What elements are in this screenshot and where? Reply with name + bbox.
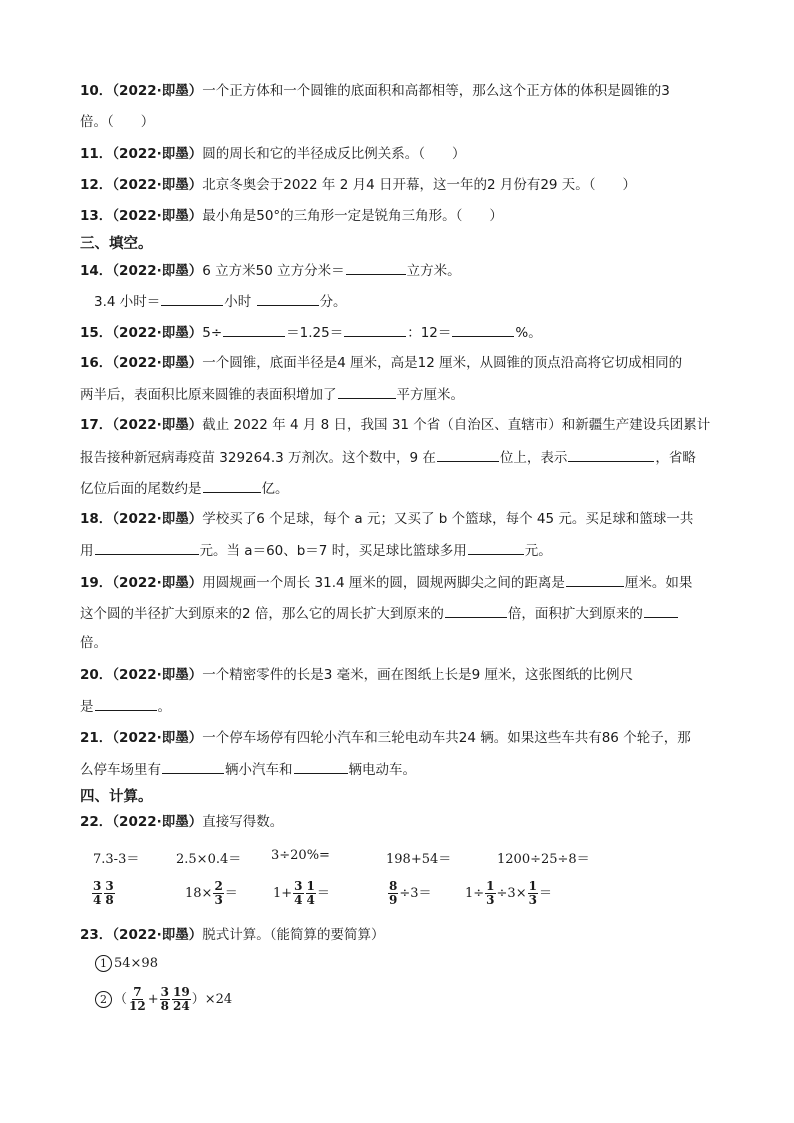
question-13: [80, 207, 503, 225]
numerator: 7: [133, 985, 142, 999]
denominator: 3: [528, 893, 537, 907]
question-text: 是: [80, 699, 94, 715]
question-number: 19．: [80, 575, 113, 591]
calc-text: ＝: [538, 886, 552, 901]
question-11: [80, 145, 466, 163]
fraction: [213, 880, 223, 907]
numerator: 1: [528, 879, 537, 893]
numerator: 1: [306, 879, 315, 893]
fraction: [92, 880, 102, 907]
question-text: 这个圆的半径扩大到原来的2 倍，那么它的周长扩大到原来的: [80, 606, 444, 622]
question-text: 学校买了6 个足球，每个 a 元；又买了 b 个篮球，每个 45 元。买足球和篮球一共: [202, 511, 694, 527]
question-text: %。: [515, 325, 542, 341]
question-text: 辆电动车。: [348, 762, 416, 778]
calc-item: [465, 880, 552, 907]
denominator: 4: [294, 893, 303, 907]
question-number: 10．: [80, 83, 113, 99]
denominator: 4: [306, 893, 315, 907]
question-text: 一个停车场停有四轮小汽车和三轮电动车共24 辆。如果这些车共有86 个轮子，那: [202, 730, 691, 746]
question-23: [80, 926, 385, 944]
fraction: [104, 880, 114, 907]
question-source: （2022·即墨）: [112, 208, 203, 224]
calc-item: [91, 880, 116, 907]
question-number: 22．: [80, 814, 113, 830]
circled-number: 1: [95, 955, 112, 972]
question-number: 20．: [80, 667, 113, 683]
question-text: 亿。: [261, 481, 289, 497]
question-text: 北京冬奥会于2022 年 2 月4 日开幕，这一年的2 月份有29 天。（ ）: [202, 177, 637, 193]
question-17-line3: [80, 479, 289, 498]
section-heading-calculation: 四、计算。: [80, 789, 153, 805]
answer-blank[interactable]: [294, 760, 348, 774]
calc-item: 2.5×0.4＝: [176, 852, 242, 867]
question-14-line1: [80, 261, 461, 280]
question-text: 分。: [319, 294, 347, 310]
calc-text: ÷3×: [496, 886, 527, 901]
calc-item: [387, 880, 432, 907]
answer-blank[interactable]: [644, 604, 678, 618]
question-17-line2: [80, 448, 696, 467]
question-10-line2: [80, 113, 154, 131]
question-21-line1: [80, 729, 691, 747]
question-text: 截止 2022 年 4 月 8 日，我国 31 个省（自治区、直辖市）和新疆生产建设兵团累计: [202, 417, 711, 433]
answer-blank[interactable]: [452, 323, 514, 337]
question-text: 元。当 a＝60、b＝7 时，买足球比篮球多用: [199, 543, 467, 559]
question-text: 用: [80, 543, 94, 559]
question-number: 17．: [80, 417, 113, 433]
question-text: 直接写得数。: [202, 814, 284, 830]
question-text: 立方米。: [406, 263, 461, 279]
calc-item: [185, 880, 238, 907]
question-text: 。: [157, 699, 171, 715]
question-12: [80, 176, 636, 194]
fraction: [388, 880, 398, 907]
fraction: [528, 880, 538, 907]
question-text: 一个圆锥，底面半径是4 厘米，高是12 厘米，从圆锥的顶点沿高将它切成相同的: [202, 355, 683, 371]
section-heading-fill-in: 三、填空。: [80, 236, 153, 252]
answer-blank[interactable]: [568, 448, 654, 462]
question-text: 亿位后面的尾数约是: [80, 481, 202, 497]
question-text: 两半后，表面积比原来圆锥的表面积增加了: [80, 387, 337, 403]
question-text: 3.4 小时＝: [94, 294, 161, 310]
question-14-line2: [94, 292, 347, 311]
question-text: 最小角是50°的三角形一定是锐角三角形。（ ）: [202, 208, 503, 224]
question-17-line1: [80, 416, 710, 434]
question-text: 倍。（ ）: [80, 114, 155, 130]
question-10-line1: [80, 82, 670, 100]
question-source: （2022·即墨）: [112, 146, 203, 162]
question-16-line2: [80, 385, 464, 404]
answer-blank[interactable]: [161, 292, 223, 306]
denominator: 24: [172, 999, 190, 1013]
question-number: 21．: [80, 730, 113, 746]
fraction: [172, 986, 191, 1013]
calc-text: ＝: [316, 886, 330, 901]
calc-text: 1÷: [465, 886, 485, 901]
fraction: [128, 986, 147, 1013]
question-source: （2022·即墨）: [112, 667, 203, 683]
numerator: 3: [160, 985, 169, 999]
numerator: 1: [486, 879, 495, 893]
calc-text: 18×: [185, 886, 213, 901]
calc-text: +: [147, 992, 159, 1007]
question-source: （2022·即墨）: [112, 575, 203, 591]
answer-blank[interactable]: [95, 697, 157, 711]
numerator: 8: [389, 879, 398, 893]
answer-blank[interactable]: [566, 573, 624, 587]
calc-item: 7.3-3＝: [93, 852, 140, 867]
denominator: 3: [214, 893, 223, 907]
answer-blank[interactable]: [437, 448, 499, 462]
calc-item: 198+54＝: [386, 852, 452, 867]
question-number: 14．: [80, 263, 113, 279]
question-19-line1: [80, 573, 692, 592]
denominator: 8: [160, 999, 169, 1013]
question-number: 15．: [80, 325, 113, 341]
question-18-line2: [80, 541, 552, 560]
question-22: [80, 813, 283, 831]
calc-item: [273, 880, 330, 907]
fraction: [306, 880, 316, 907]
answer-blank[interactable]: [338, 385, 396, 399]
question-text: 辆小汽车和: [225, 762, 293, 778]
answer-blank[interactable]: [95, 541, 199, 555]
question-19-line3: [80, 634, 107, 652]
answer-blank[interactable]: [257, 292, 319, 306]
question-text: 位上，表示: [499, 450, 568, 466]
question-18-line1: [80, 510, 693, 528]
question-source: （2022·即墨）: [112, 417, 203, 433]
answer-blank[interactable]: [468, 541, 524, 555]
question-16-line1: [80, 354, 682, 372]
question-19-line2: [80, 604, 679, 623]
calc-item: 1200÷25÷8＝: [497, 852, 590, 867]
question-source: （2022·即墨）: [112, 730, 203, 746]
fraction: [160, 986, 170, 1013]
question-text: 么停车场里有: [80, 762, 161, 778]
numerator: 3: [105, 879, 114, 893]
numerator: 19: [172, 985, 190, 999]
question-15: [80, 323, 542, 342]
numerator: 2: [214, 879, 223, 893]
question-text: 倍，面积扩大到原来的: [507, 606, 643, 622]
calc-item: 3÷20%=: [271, 848, 330, 863]
question-20-line1: [80, 666, 633, 684]
question-21-line2: [80, 760, 416, 779]
calc-text: ＝: [224, 886, 238, 901]
calc-item-2: [95, 986, 232, 1013]
question-text: 一个正方体和一个圆锥的底面积和高都相等，那么这个正方体的体积是圆锥的3: [202, 83, 670, 99]
circled-number: 2: [95, 991, 112, 1008]
question-text: ：12＝: [407, 325, 452, 341]
denominator: 3: [486, 893, 495, 907]
question-text: 脱式计算。（能简算的要简算）: [202, 927, 385, 943]
calc-text: ÷3＝: [399, 886, 432, 901]
question-text: ＝1.25＝: [286, 325, 344, 341]
fraction: [485, 880, 495, 907]
question-source: （2022·即墨）: [112, 83, 203, 99]
question-text: 5÷: [202, 325, 223, 341]
question-text: 元。: [524, 543, 552, 559]
numerator: 3: [294, 879, 303, 893]
calc-text: 1+: [273, 886, 293, 901]
question-number: 13．: [80, 208, 113, 224]
question-text: ，省略: [655, 450, 696, 466]
calc-item-1: [95, 955, 158, 972]
denominator: 12: [129, 999, 146, 1013]
question-source: （2022·即墨）: [112, 263, 203, 279]
answer-blank[interactable]: [344, 323, 406, 337]
question-text: 6 立方米50 立方分米＝: [202, 263, 345, 279]
calc-text: 54×98: [114, 956, 158, 971]
numerator: 3: [93, 879, 102, 893]
answer-blank[interactable]: [162, 760, 224, 774]
denominator: 8: [105, 893, 114, 907]
question-number: 23．: [80, 927, 113, 943]
question-source: （2022·即墨）: [112, 177, 203, 193]
answer-blank[interactable]: [445, 604, 507, 618]
fraction: [293, 880, 303, 907]
calc-text: （: [114, 992, 128, 1007]
question-source: （2022·即墨）: [112, 814, 203, 830]
question-number: 12．: [80, 177, 113, 193]
question-text: 小时: [224, 294, 252, 310]
question-text: 圆的周长和它的半径成反比例关系。（ ）: [202, 146, 466, 162]
question-number: 16．: [80, 355, 113, 371]
question-source: （2022·即墨）: [112, 325, 203, 341]
question-source: （2022·即墨）: [112, 511, 203, 527]
question-text: 报告接种新冠病毒疫苗 329264.3 万剂次。这个数中，9 在: [80, 450, 436, 466]
question-text: 厘米。如果: [624, 575, 693, 591]
denominator: 4: [93, 893, 102, 907]
question-number: 11．: [80, 146, 113, 162]
question-text: 用圆规画一个周长 31.4 厘米的圆，圆规两脚尖之间的距离是: [202, 575, 565, 591]
question-source: （2022·即墨）: [112, 927, 203, 943]
answer-blank[interactable]: [346, 261, 406, 275]
question-text: 平方厘米。: [396, 387, 464, 403]
denominator: 9: [389, 893, 398, 907]
question-source: （2022·即墨）: [112, 355, 203, 371]
answer-blank[interactable]: [203, 479, 261, 493]
calc-text: ）×24: [191, 992, 233, 1007]
question-20-line2: [80, 697, 171, 716]
question-text: 一个精密零件的长是3 毫米，画在图纸上长是9 厘米，这张图纸的比例尺: [202, 667, 634, 683]
answer-blank[interactable]: [223, 323, 285, 337]
question-number: 18．: [80, 511, 113, 527]
question-text: 倍。: [80, 635, 107, 651]
